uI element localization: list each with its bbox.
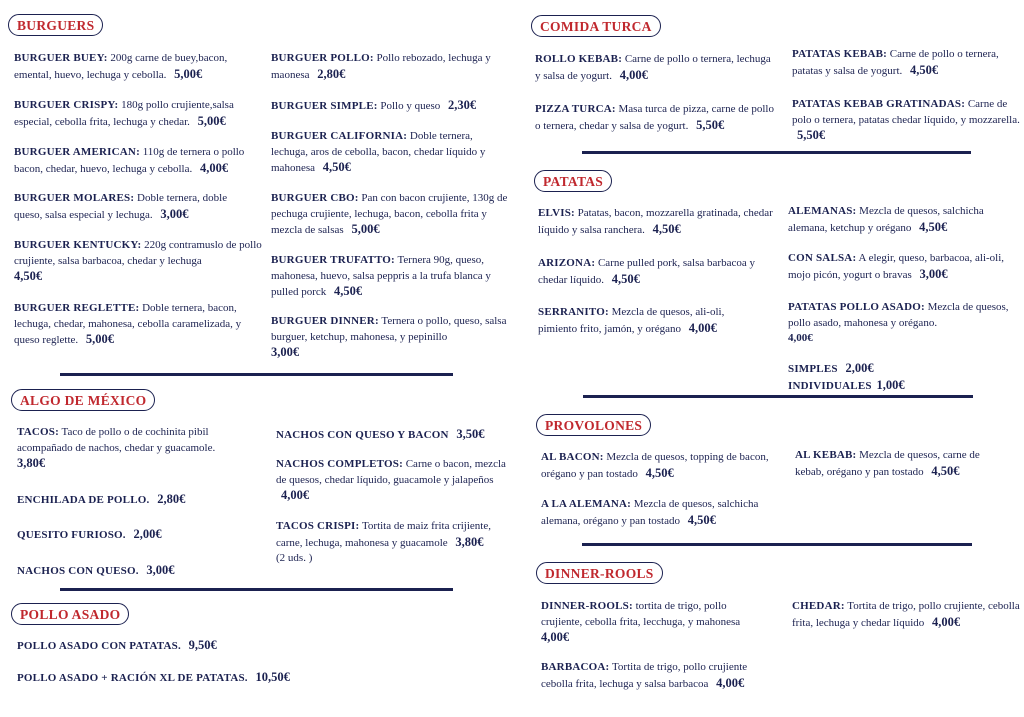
menu-item-burguer-simple — [271, 98, 506, 115]
item-name: POLLO ASADO CON PATATAS. — [17, 640, 181, 652]
item-name: CON SALSA: — [788, 252, 857, 264]
item-price: 3,80€ — [17, 456, 46, 470]
item-price: 5,00€ — [351, 222, 380, 236]
item-desc: Doble ternera, lechuga, aros de cebolla, bacon, chedar líquido y mahonesa — [271, 130, 486, 174]
menu-item-burguer-molares — [14, 191, 254, 223]
item-price: 4,50€ — [919, 219, 948, 234]
item-price: 5,50€ — [696, 117, 725, 132]
item-desc: Carne o bacon, mezcla de quesos, chedar líquido, guacamole y jalapeños — [276, 458, 506, 486]
item-price: 4,50€ — [322, 160, 351, 174]
menu-item-tacos-crispi — [276, 519, 514, 567]
item-name: NACHOS CON QUESO Y BACON — [276, 429, 449, 441]
item-desc: Ternera 90g, queso, mahonesa, huevo, salsa peppris a la trufa blanca y pulled porck — [271, 254, 491, 298]
item-price: 4,00€ — [199, 160, 229, 175]
item-desc: 200g carne de buey,bacon, emental, huevo, lechuga y cebolla. — [14, 52, 228, 81]
item-name: INDIVIDUALES — [788, 380, 872, 392]
item-name: TACOS CRISPI: — [276, 520, 360, 532]
menu-item-barbacoa — [541, 660, 773, 692]
item-price: 4,50€ — [611, 271, 640, 286]
section-title-dinner-rools: DINNER-ROOLS — [536, 562, 663, 584]
item-desc: Taco de pollo o de cochinita pibil acompañado de nachos, chedar y guacamole. — [17, 426, 216, 454]
section-title-burguers: BURGUERS — [8, 14, 103, 36]
item-desc: Carne de pollo o ternera, lechuga y salsa de yogurt. — [535, 53, 771, 82]
item-name: BURGUER MOLARES: — [14, 192, 135, 204]
item-price: 10,50€ — [255, 670, 290, 684]
item-name: AL KEBAB: — [795, 449, 857, 461]
item-price: 3,50€ — [456, 427, 485, 441]
menu-item-patatas-kebab — [792, 47, 1020, 79]
item-name: SIMPLES — [788, 363, 838, 375]
menu-item-elvis — [538, 206, 778, 238]
menu-item-arizona — [538, 256, 778, 288]
item-name: NACHOS COMPLETOS: — [276, 458, 403, 470]
item-desc: Mezcla de quesos, topping de bacon, orégano y pan tostado — [541, 451, 769, 480]
menu-item-dinner-rools — [541, 599, 769, 647]
menu-item-nachos-bacon — [276, 427, 516, 444]
item-price: 2,80€ — [317, 66, 346, 81]
item-price: 4,50€ — [652, 221, 681, 236]
item-price: 4,50€ — [910, 62, 939, 77]
item-name: NACHOS CON QUESO. — [17, 565, 139, 577]
item-desc: Mezcla de quesos, pollo asado, mahonesa y orégano. — [788, 301, 1009, 329]
item-name: PIZZA TURCA: — [535, 103, 616, 115]
item-desc: Mezcla de quesos, carne de kebab, orégano y pan tostado — [795, 449, 980, 478]
item-price: 2,80€ — [157, 492, 186, 506]
item-name: TACOS: — [17, 426, 59, 438]
menu-item-burguer-reglette — [14, 301, 266, 349]
menu-item-quesito — [17, 527, 262, 544]
item-desc: Carne pulled pork, salsa barbacoa y chedar líquido. — [538, 257, 755, 286]
item-name: BURGUER REGLETTE: — [14, 302, 140, 314]
menu-item-patatas-pollo-asado — [788, 300, 1010, 347]
menu-item-nachos-completos — [276, 457, 511, 505]
item-price: 4,50€ — [334, 284, 363, 298]
item-price: 4,00€ — [716, 675, 745, 690]
menu-item-tacos — [17, 425, 262, 473]
menu-item-serranito — [538, 305, 766, 337]
menu-item-a-la-alemana — [541, 497, 781, 529]
item-name: BURGUER AMERICAN: — [14, 146, 140, 158]
item-price: 5,50€ — [797, 128, 826, 142]
menu-item-nachos-queso — [17, 563, 262, 580]
item-price: 4,00€ — [541, 630, 570, 644]
item-desc: Doble ternera, doble queso, salsa especial y lechuga. — [14, 192, 228, 221]
item-name: ALEMANAS: — [788, 205, 857, 217]
item-price: 5,00€ — [197, 113, 226, 128]
menu-item-chedar — [792, 599, 1020, 631]
item-price: 2,00€ — [133, 527, 162, 541]
section-title-provolones: PROVOLONES — [536, 414, 651, 436]
item-desc: Carne de polo o ternera, patatas chedar líquido, y mozzarella. — [792, 98, 1020, 126]
menu-item-burguer-cbo — [271, 191, 509, 239]
menu-item-burguer-kentucky — [14, 238, 264, 286]
item-desc: Pollo rebozado, lechuga y maonesa — [271, 52, 491, 81]
menu-item-burguer-california — [271, 129, 511, 177]
item-desc: Tortita de maiz frita crijiente, carne, lechuga, mahonesa y guacamole — [276, 520, 491, 549]
menu-item-rollo-kebab — [535, 52, 775, 84]
section-divider — [582, 151, 971, 154]
item-desc: Patatas, bacon, mozzarella gratinada, chedar líquido y salsa ranchera. — [538, 207, 773, 236]
item-desc: Mezcla de quesos, salchicha alemana, ketchup y orégano — [788, 205, 984, 234]
item-desc: 110g de ternera o pollo bacon, chedar, huevo, lechuga y cebolla. — [14, 146, 245, 175]
item-price: 4,50€ — [931, 463, 960, 478]
menu-item-burguer-buey — [14, 51, 264, 83]
item-price: 4,50€ — [645, 465, 674, 480]
item-desc: Mezcla de quesos, salchicha alemana, orégano y pan tostado — [541, 498, 759, 527]
item-price: 9,50€ — [188, 638, 217, 652]
item-price: 4,00€ — [688, 320, 717, 335]
menu-item-burguer-dinner — [271, 314, 507, 362]
menu-item-al-bacon — [541, 450, 771, 482]
menu-item-patatas-kebab-gratinadas — [792, 97, 1020, 145]
section-divider — [583, 395, 973, 398]
menu-item-simples — [788, 361, 988, 378]
menu-item-pollo-asado-xl — [17, 670, 337, 687]
section-divider — [60, 588, 453, 591]
item-desc: Pan con bacon crujiente, 130g de pechuga crujiente, lechuga, bacon, cebolla frita y mezcla de salsas — [271, 192, 508, 236]
item-desc: A elegir, queso, barbacoa, ali-oli, mojo picón, yogurt o bravas — [788, 252, 1005, 281]
item-name: DINNER-ROOLS: — [541, 600, 633, 612]
item-name: BURGUER TRUFATTO: — [271, 254, 395, 266]
item-name: BURGUER CALIFORNIA: — [271, 130, 408, 142]
menu-item-burguer-pollo — [271, 51, 506, 83]
item-name: PATATAS KEBAB GRATINADAS: — [792, 98, 966, 110]
item-name: AL BACON: — [541, 451, 604, 463]
item-name: ENCHILADA DE POLLO. — [17, 494, 150, 506]
item-price: 3,80€ — [455, 534, 484, 549]
menu-item-enchilada — [17, 492, 262, 509]
menu-item-con-salsa — [788, 251, 1013, 283]
item-name: BURGUER DINNER: — [271, 315, 379, 327]
section-title-patatas: PATATAS — [534, 170, 612, 192]
item-price: 4,00€ — [281, 488, 310, 502]
item-note: (2 uds. ) — [276, 552, 313, 564]
item-price: 4,00€ — [788, 332, 813, 344]
menu-item-burguer-trufatto — [271, 253, 511, 301]
item-price: 4,00€ — [932, 614, 961, 629]
item-name: BURGUER KENTUCKY: — [14, 239, 142, 251]
item-name: SERRANITO: — [538, 306, 609, 318]
item-name: ELVIS: — [538, 207, 575, 219]
item-desc: 180g pollo crujiente,salsa especial, cebolla frita, lechuga y chedar. — [14, 99, 234, 128]
item-price: 5,00€ — [85, 332, 115, 346]
menu-item-pizza-turca — [535, 102, 780, 134]
item-desc: Masa turca de pizza, carne de pollo o ternera, chedar y salsa de yogurt. — [535, 103, 774, 132]
item-name: BURGUER POLLO: — [271, 52, 374, 64]
item-desc: Ternera o pollo, queso, salsa burguer, ketchup, mahonesa, y pepinillo — [271, 315, 507, 343]
section-title-comida-turca: COMIDA TURCA — [531, 15, 661, 37]
item-name: ROLLO KEBAB: — [535, 53, 623, 65]
menu-item-individuales — [788, 378, 988, 395]
item-price: 5,00€ — [174, 66, 203, 81]
section-divider — [60, 373, 453, 376]
item-name: PATATAS KEBAB: — [792, 48, 887, 60]
menu-item-pollo-asado — [17, 638, 317, 655]
item-name: POLLO ASADO + RACIÓN XL DE PATATAS. — [17, 672, 248, 684]
item-name: BURGUER BUEY: — [14, 52, 108, 64]
item-name: PATATAS POLLO ASADO: — [788, 301, 925, 313]
menu-item-al-kebab — [795, 448, 1005, 480]
item-name: CHEDAR: — [792, 600, 845, 612]
menu-item-burguer-crispy — [14, 98, 266, 130]
item-desc: tortita de trigo, pollo crujiente, cebolla frita, lecchuga, y mahonesa — [541, 600, 741, 628]
item-desc: Pollo y queso — [380, 100, 441, 112]
menu-item-burguer-american — [14, 145, 266, 177]
item-price: 4,50€ — [687, 512, 716, 527]
item-desc: Tortita de trigo, pollo crujiente cebolla frita, lechuga y salsa barbacoa — [541, 661, 748, 690]
section-title-pollo-asado: POLLO ASADO — [11, 603, 129, 625]
item-price: 4,50€ — [14, 269, 43, 283]
item-price: 1,00€ — [876, 378, 905, 392]
item-name: ARIZONA: — [538, 257, 596, 269]
item-price: 3,00€ — [919, 266, 948, 281]
item-price: 3,00€ — [160, 206, 189, 221]
item-name: BURGUER CRISPY: — [14, 99, 119, 111]
item-name: QUESITO FURIOSO. — [17, 529, 126, 541]
menu-item-alemanas — [788, 204, 1013, 236]
item-name: BURGUER CBO: — [271, 192, 359, 204]
item-name: BURGUER SIMPLE: — [271, 100, 378, 112]
item-price: 3,00€ — [146, 563, 175, 577]
item-desc: Doble ternera, bacon, lechuga, chedar, mahonesa, cebolla caramelizada, y queso reglette. — [14, 302, 242, 346]
section-title-mexico: ALGO DE MÉXICO — [11, 389, 155, 411]
item-price: 3,00€ — [271, 345, 300, 359]
item-price: 4,00€ — [619, 67, 648, 82]
section-divider — [582, 543, 972, 546]
item-price: 2,00€ — [845, 361, 874, 375]
item-name: BARBACOA: — [541, 661, 610, 673]
item-desc: Carne de pollo o ternera, patatas y salsa de yogurt. — [792, 48, 999, 77]
item-desc: 220g contramuslo de pollo crujiente, salsa barbacoa, chedar y lechuga — [14, 239, 262, 267]
item-price: 2,30€ — [448, 98, 477, 112]
item-desc: Tortita de trigo, pollo crujiente, cebolla frita, lechuga y chedar líquido — [792, 600, 1020, 629]
item-desc: Mezcla de quesos, ali-oli, pimiento frito, jamón, y orégano — [538, 306, 725, 335]
item-name: A LA ALEMANA: — [541, 498, 631, 510]
